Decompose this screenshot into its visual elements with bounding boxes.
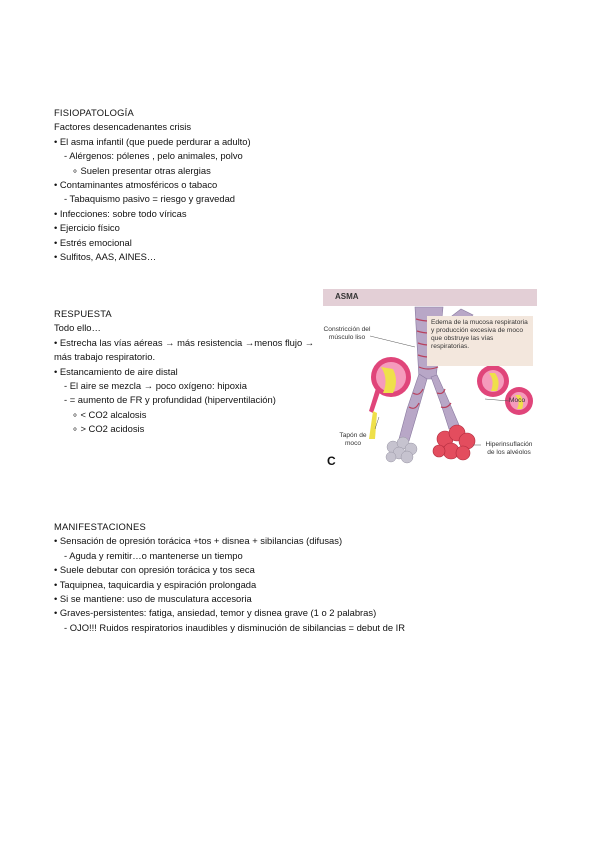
asthma-illustration xyxy=(323,289,537,474)
list-item: ∘ Suelen presentar otras alergias xyxy=(72,164,211,176)
edema-label-box xyxy=(427,316,533,366)
list-item: • Estancamiento de aire distal xyxy=(54,365,178,377)
list-item: • Taquipnea, taquicardia y espiración prolongada xyxy=(54,578,257,590)
label-mucus-plug: Tapón de moco xyxy=(339,432,367,447)
list-item: ∘ > CO2 acidosis xyxy=(72,423,145,435)
list-item: • Estrés emocional xyxy=(54,236,132,248)
hyperinflated-alveoli xyxy=(433,425,475,460)
respuesta-section xyxy=(54,307,314,437)
list-item: • El asma infantil (que puede perdurar a adulto) xyxy=(54,135,251,147)
figure-title: ASMA xyxy=(335,292,359,301)
list-item: - Aguda y remitir…o mantenerse un tiempo xyxy=(64,549,243,561)
respuesta-list xyxy=(54,321,314,436)
label-smooth-muscle: Constricción del músculo liso xyxy=(323,326,371,341)
list-item: - Tabaquismo pasivo = riesgo y gravedad xyxy=(64,193,236,205)
alveoli-cluster xyxy=(386,437,417,463)
list-item: - Alérgenos: pólenes , pelo animales, polvo xyxy=(64,150,243,162)
list-item: • Si se mantiene: uso de musculatura accesoria xyxy=(54,593,252,605)
manifestaciones-section xyxy=(54,520,405,635)
list-item: • Infecciones: sobre todo víricas xyxy=(54,207,187,219)
list-item: Todo ello… xyxy=(54,322,101,334)
manifestaciones-list xyxy=(54,534,405,635)
list-item: • Sulfitos, AAS, AINES… xyxy=(54,251,157,263)
list-item: más trabajo respiratorio. xyxy=(54,351,156,363)
list-item: Factores desencadenantes crisis xyxy=(54,121,192,133)
label-edema: Edema de la mucosa respiratoria y producción excesiva de moco que obstruye las vías respiratorias. xyxy=(431,319,528,350)
section-title: MANIFESTACIONES xyxy=(54,521,146,532)
list-item: • Graves-persistentes: fatiga, ansiedad, temor y disnea grave (1 o 2 palabras) xyxy=(54,607,377,619)
list-item: • Estrecha las vías aéreas → más resistencia →menos flujo → xyxy=(54,336,315,348)
list-item: - = aumento de FR y profundidad (hiperventilación) xyxy=(64,394,276,406)
list-item: - OJO!!! Ruidos respiratorios inaudibles y disminución de sibilancias = debut de IR xyxy=(64,621,406,633)
panel-letter: C xyxy=(327,454,336,468)
airway-cross-section-right xyxy=(477,365,533,415)
list-item: • Ejercicio físico xyxy=(54,222,120,234)
label-mucus: Moco xyxy=(509,397,526,404)
list-item: ∘ < CO2 alcalosis xyxy=(72,408,147,420)
fisiopatologia-list xyxy=(54,120,251,264)
section-title: RESPUESTA xyxy=(54,308,112,319)
section-title: FISIOPATOLOGÍA xyxy=(54,107,134,118)
fisiopatologia-section xyxy=(54,106,251,264)
list-item: • Sensación de opresión torácica +tos + disnea + sibilancias (difusas) xyxy=(54,535,343,547)
list-item: • Suele debutar con opresión torácica y tos seca xyxy=(54,564,255,576)
list-item: • Contaminantes atmosféricos o tabaco xyxy=(54,179,218,191)
list-item: - El aire se mezcla → poco oxígeno: hipoxia xyxy=(64,380,247,392)
label-hyperinflation: Hiperinsuflación de los alvéolos xyxy=(485,441,533,456)
